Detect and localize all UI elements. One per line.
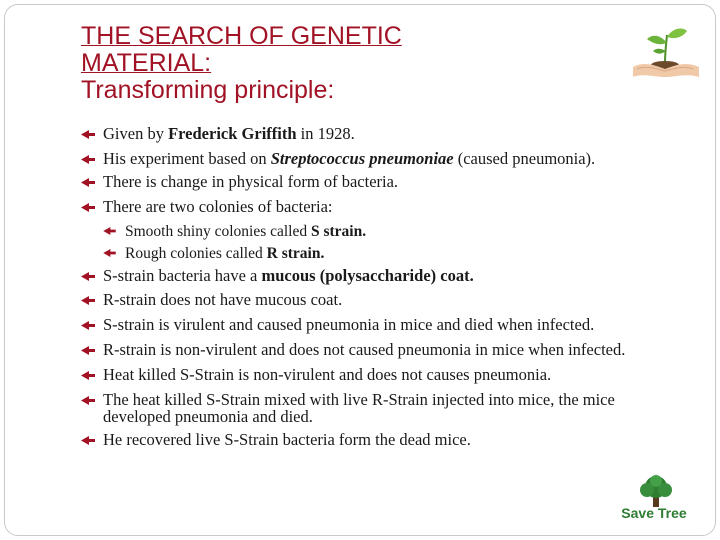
bullet-text: Heat killed S-Strain is non-virulent and does not causes pneumonia. xyxy=(103,364,552,384)
arrow-bullet-icon xyxy=(81,296,95,305)
bullet-text: Rough colonies called xyxy=(125,244,267,262)
arrow-bullet-icon xyxy=(81,155,95,164)
bullet-text: He recovered live S-Strain bacteria form the dead mice. xyxy=(103,429,471,449)
slide-title xyxy=(81,23,501,104)
arrow-bullet-icon xyxy=(103,249,116,257)
bullet-text-bold: R strain. xyxy=(266,244,325,262)
bullet-text: There is change in physical form of bacteria. xyxy=(103,172,399,192)
bullet-item xyxy=(79,391,679,425)
bullet-item xyxy=(79,198,679,217)
bullet-text: R-strain is non-virulent and does not caused pneumonia in mice when infected. xyxy=(103,340,626,360)
bullet-text: S-strain bacteria have a xyxy=(103,265,262,285)
bullet-text-bold: S strain. xyxy=(310,222,367,240)
arrow-bullet-icon xyxy=(81,346,95,355)
bullet-text-bold: Frederick Griffith xyxy=(168,124,297,143)
bullet-list xyxy=(79,125,679,456)
arrow-bullet-icon xyxy=(81,272,95,281)
bullet-item xyxy=(79,150,679,167)
bullet-item xyxy=(79,291,679,310)
bullet-text: S-strain is virulent and caused pneumonia in mice and died when infected. xyxy=(103,315,595,335)
title-line-2: MATERIAL: xyxy=(81,49,212,77)
bullet-text-bold: mucous (polysaccharide) coat. xyxy=(261,265,474,285)
arrow-bullet-icon xyxy=(81,321,95,330)
arrow-bullet-icon xyxy=(103,227,116,235)
bullet-text: Given by xyxy=(103,124,169,143)
bullet-text: in 1928. xyxy=(296,124,355,143)
bullet-text: His experiment based on xyxy=(103,148,271,168)
bullet-text: The heat killed S-Strain mixed with live R-Strain injected into mice, the mice developed pneumonia and died. xyxy=(103,389,615,426)
arrow-bullet-icon xyxy=(81,436,95,445)
arrow-bullet-icon xyxy=(81,130,95,139)
bullet-text: There are two colonies of bacteria: xyxy=(103,196,333,216)
bullet-item xyxy=(79,267,679,286)
slide xyxy=(4,4,716,536)
arrow-bullet-icon xyxy=(81,396,95,405)
bullet-item xyxy=(79,316,679,335)
logo-text: Save Tree xyxy=(621,505,687,521)
bullet-item xyxy=(79,366,679,385)
arrow-bullet-icon xyxy=(81,203,95,212)
sub-bullet-item xyxy=(79,245,679,263)
bullet-text: R-strain does not have mucous coat. xyxy=(103,290,343,310)
sub-bullet-item xyxy=(79,223,679,241)
bullet-item xyxy=(79,341,679,360)
bullet-text: Smooth shiny colonies called xyxy=(125,222,311,240)
bullet-text: (caused pneumonia). xyxy=(453,148,596,168)
arrow-bullet-icon xyxy=(81,371,95,380)
save-tree-logo xyxy=(605,475,703,525)
title-line-3: Transforming principle: xyxy=(81,76,335,104)
title-line-1: THE SEARCH OF GENETIC xyxy=(81,22,402,50)
bullet-item xyxy=(79,125,679,144)
plant-in-hands-image xyxy=(629,23,701,81)
bullet-item xyxy=(79,173,679,192)
bullet-item xyxy=(79,431,679,450)
arrow-bullet-icon xyxy=(81,178,95,187)
bullet-text-bold-italic: Streptococcus pneumoniae xyxy=(270,148,454,168)
